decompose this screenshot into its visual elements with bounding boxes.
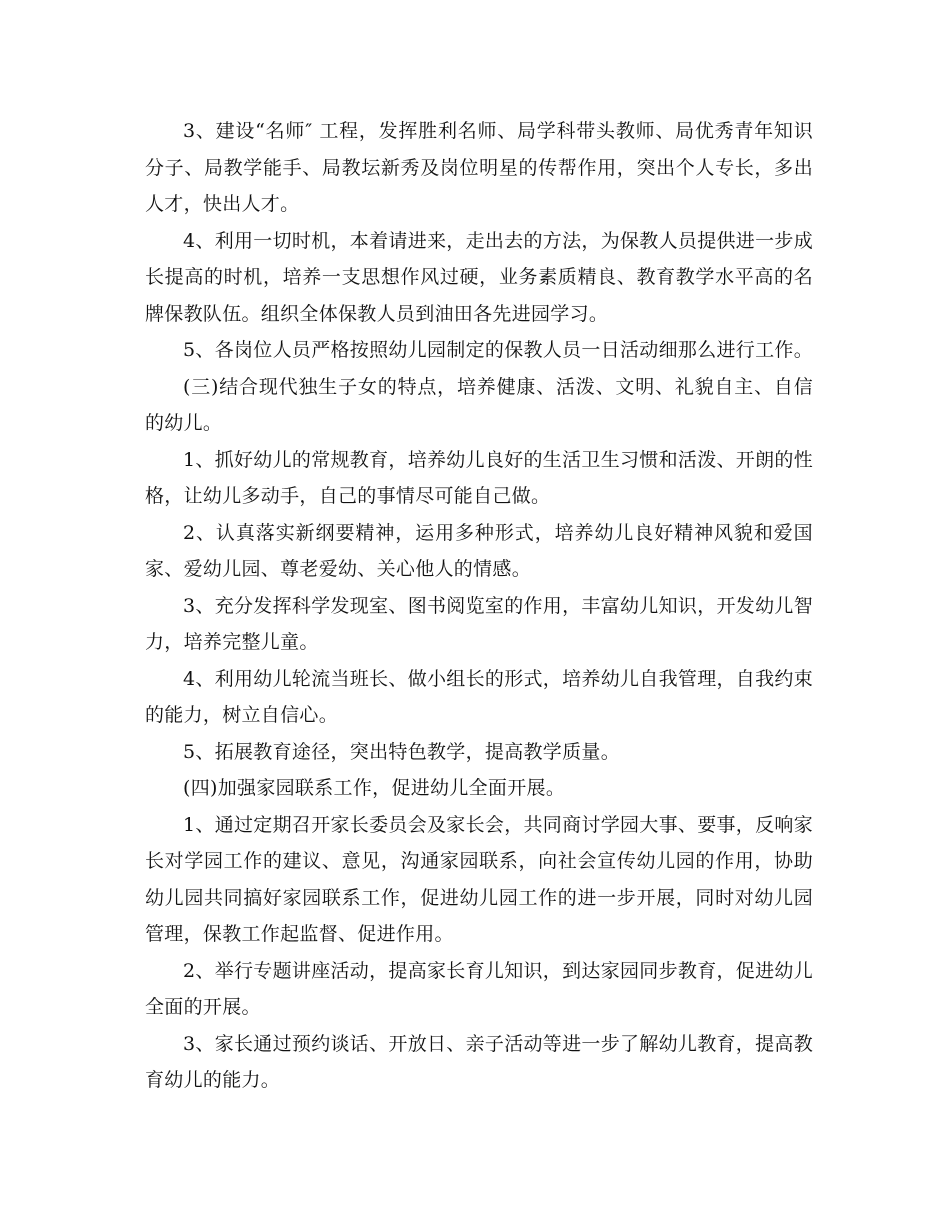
paragraph-9: 1、通过定期召开家长委员会及家长会，共同商讨学园大事、要事，反响家长对学园工作的建议、意见，沟通家园联系，向社会宣传幼儿园的作用，协助幼儿园共同搞好家园联系工作，促进幼儿园工作的进一步开展，同时对幼儿园管理，保教工作起监督、促进作用。 [145, 813, 813, 945]
paragraph-3: 5、各岗位人员严格按照幼儿园制定的保教人员一日活动细那么进行工作。 [183, 339, 813, 361]
paragraph-4: 1、抓好幼儿的常规教育，培养幼儿良好的生活卫生习惯和活泼、开朗的性格，让幼儿多动手，自己的事情尽可能自己做。 [145, 448, 813, 507]
paragraph-11: 3、家长通过预约谈话、开放日、亲子活动等进一步了解幼儿教育，提高教育幼儿的能力。 [145, 1032, 813, 1091]
paragraph-2: 4、利用一切时机，本着请进来，走出去的方法，为保教人员提供进一步成长提高的时机，培养一支思想作风过硬，业务素质精良、教育教学水平高的名牌保教队伍。组织全体保教人员到油田各先进园学习。 [145, 229, 813, 325]
paragraph-6: 3、充分发挥科学发现室、图书阅览室的作用，丰富幼儿知识，开发幼儿智力，培养完整儿童。 [145, 594, 813, 653]
section-heading-3: (三)结合现代独生子女的特点，培养健康、活泼、文明、礼貌自主、自信的幼儿。 [145, 375, 813, 434]
document-body [145, 113, 813, 1099]
paragraph-1: 3、建设“名师″ 工程，发挥胜利名师、局学科带头教师、局优秀青年知识分子、局教学能手、局教坛新秀及岗位明星的传帮作用，突出个人专长，多出人才，快出人才。 [145, 120, 813, 215]
paragraph-8: 5、拓展教育途径，突出特色教学，提高教学质量。 [183, 740, 620, 763]
paragraph-10: 2、举行专题讲座活动，提高家长育儿知识，到达家园同步教育，促进幼儿全面的开展。 [145, 959, 813, 1018]
section-heading-4: (四)加强家园联系工作，促进幼儿全面开展。 [183, 777, 566, 799]
paragraph-5: 2、认真落实新纲要精神，运用多种形式，培养幼儿良好精神风貌和爱国家、爱幼儿园、尊老爱幼、关心他人的情感。 [145, 521, 813, 580]
paragraph-7: 4、利用幼儿轮流当班长、做小组长的形式，培养幼儿自我管理，自我约束的能力，树立自信心。 [145, 667, 813, 726]
